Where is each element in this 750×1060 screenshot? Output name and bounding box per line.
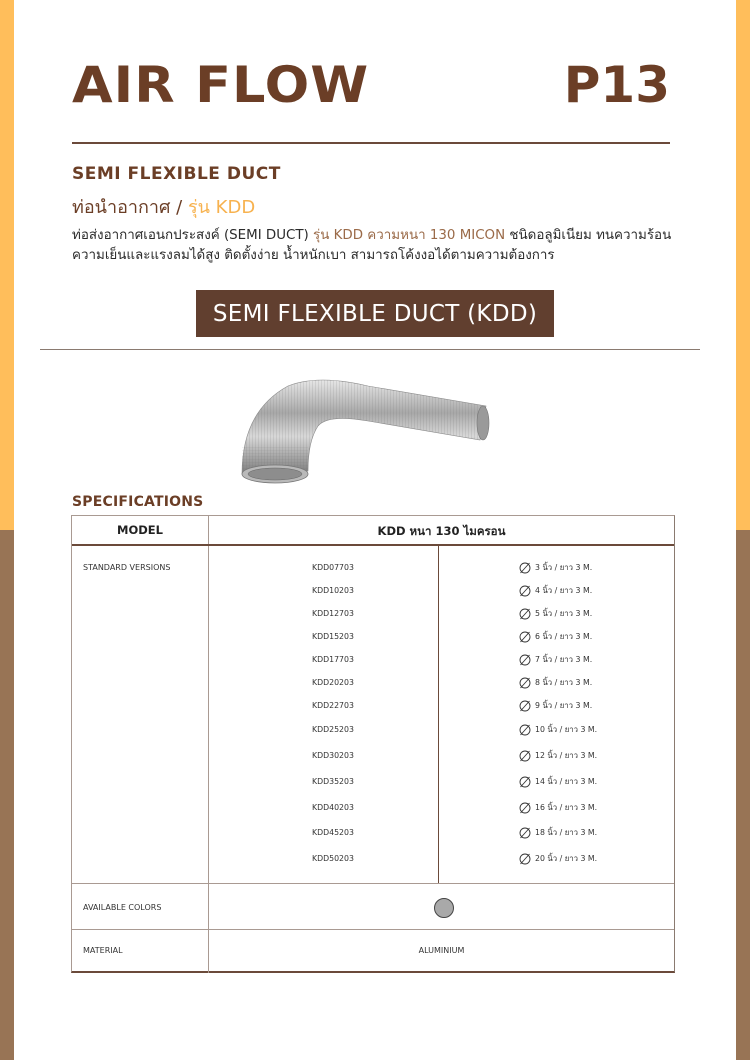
size-spec	[519, 853, 597, 865]
model-code: KDD07703	[312, 563, 354, 572]
section-subtitle	[72, 192, 255, 221]
model-code: KDD30203	[312, 751, 354, 760]
side-bar-orange	[736, 0, 750, 530]
description	[72, 226, 692, 266]
model-code: KDD15203	[312, 632, 354, 641]
diameter-icon	[519, 677, 531, 689]
divider	[72, 142, 670, 144]
size-text: 9 นิ้ว / ยาว 3 M.	[535, 701, 593, 710]
size-spec	[519, 750, 597, 762]
size-spec	[519, 776, 597, 788]
description-line-2: ความเย็นและแรงลมได้สูง ติดตั้งง่าย น้ำหนักเบา สามารถโค้งงอได้ตามความต้องการ	[72, 248, 555, 263]
flexible-duct-image	[228, 366, 498, 488]
diameter-icon	[519, 750, 531, 762]
model-label: รุ่น KDD	[187, 197, 256, 218]
diameter-icon	[519, 802, 531, 814]
section-title: SEMI FLEXIBLE DUCT	[72, 164, 281, 184]
size-spec	[519, 585, 592, 597]
header-value: KDD หนา 130 ไมครอน	[377, 524, 506, 538]
model-code: KDD50203	[312, 854, 354, 863]
divider	[40, 349, 700, 350]
left-side-bar	[0, 0, 14, 1060]
description-line-1	[72, 226, 692, 246]
description-highlight: รุ่น KDD ความหนา 130 MICON	[313, 228, 506, 243]
model-code: KDD12703	[312, 609, 354, 618]
standard-versions-label: STANDARD VERSIONS	[83, 563, 171, 572]
column-divider	[438, 545, 439, 883]
size-text: 8 นิ้ว / ยาว 3 M.	[535, 678, 593, 687]
specifications-table	[71, 515, 675, 973]
right-side-bar	[736, 0, 750, 1060]
size-text: 4 นิ้ว / ยาว 3 M.	[535, 586, 593, 595]
size-spec	[519, 677, 592, 689]
size-text: 20 นิ้ว / ยาว 3 M.	[535, 854, 598, 863]
side-bar-brown	[0, 530, 14, 1060]
size-text: 18 นิ้ว / ยาว 3 M.	[535, 828, 598, 837]
size-spec	[519, 631, 592, 643]
diameter-icon	[519, 827, 531, 839]
side-bar-orange	[0, 0, 14, 530]
specifications-title: SPECIFICATIONS	[72, 494, 204, 510]
model-code: KDD20203	[312, 678, 354, 687]
size-text: 7 นิ้ว / ยาว 3 M.	[535, 655, 593, 664]
size-text: 14 นิ้ว / ยาว 3 M.	[535, 777, 598, 786]
model-code: KDD17703	[312, 655, 354, 664]
diameter-icon	[519, 585, 531, 597]
thai-title: ท่อนำอากาศ	[72, 197, 171, 218]
diameter-icon	[519, 654, 531, 666]
size-spec	[519, 827, 597, 839]
page-title: AIR FLOW	[72, 56, 370, 114]
available-colors-label: AVAILABLE COLORS	[83, 903, 162, 912]
model-code: KDD22703	[312, 701, 354, 710]
size-text: 5 นิ้ว / ยาว 3 M.	[535, 609, 593, 618]
size-text: 10 นิ้ว / ยาว 3 M.	[535, 725, 598, 734]
diameter-icon	[519, 700, 531, 712]
header-model: MODEL	[117, 523, 163, 537]
model-code: KDD35203	[312, 777, 354, 786]
model-code: KDD45203	[312, 828, 354, 837]
size-text: 16 นิ้ว / ยาว 3 M.	[535, 803, 598, 812]
banner-label: SEMI FLEXIBLE DUCT (KDD)	[212, 300, 538, 327]
diameter-icon	[519, 562, 531, 574]
size-spec	[519, 608, 592, 620]
size-spec	[519, 724, 597, 736]
size-spec	[519, 562, 592, 574]
product-banner	[196, 290, 554, 337]
diameter-icon	[519, 608, 531, 620]
size-spec	[519, 700, 592, 712]
description-text: ท่อส่งอากาศเอนกประสงค์ (SEMI DUCT)	[72, 228, 309, 243]
size-text: 6 นิ้ว / ยาว 3 M.	[535, 632, 593, 641]
size-text: 3 นิ้ว / ยาว 3 M.	[535, 563, 593, 572]
size-spec	[519, 802, 597, 814]
color-swatch-silver	[434, 898, 454, 918]
row-divider	[72, 883, 674, 884]
side-bar-brown	[736, 530, 750, 1060]
row-divider	[72, 544, 674, 546]
description-text: ชนิดอลูมิเนียม ทนความร้อน	[509, 228, 672, 243]
separator: /	[176, 197, 183, 218]
diameter-icon	[519, 853, 531, 865]
size-spec	[519, 654, 592, 666]
material-value: ALUMINIUM	[418, 946, 465, 955]
row-divider	[72, 929, 674, 930]
diameter-icon	[519, 776, 531, 788]
diameter-icon	[519, 724, 531, 736]
model-code: KDD10203	[312, 586, 354, 595]
model-code: KDD40203	[312, 803, 354, 812]
material-label: MATERIAL	[83, 946, 123, 955]
column-divider	[208, 516, 209, 973]
size-text: 12 นิ้ว / ยาว 3 M.	[535, 751, 598, 760]
diameter-icon	[519, 631, 531, 643]
model-code: KDD25203	[312, 725, 354, 734]
page-code: P13	[563, 56, 670, 114]
